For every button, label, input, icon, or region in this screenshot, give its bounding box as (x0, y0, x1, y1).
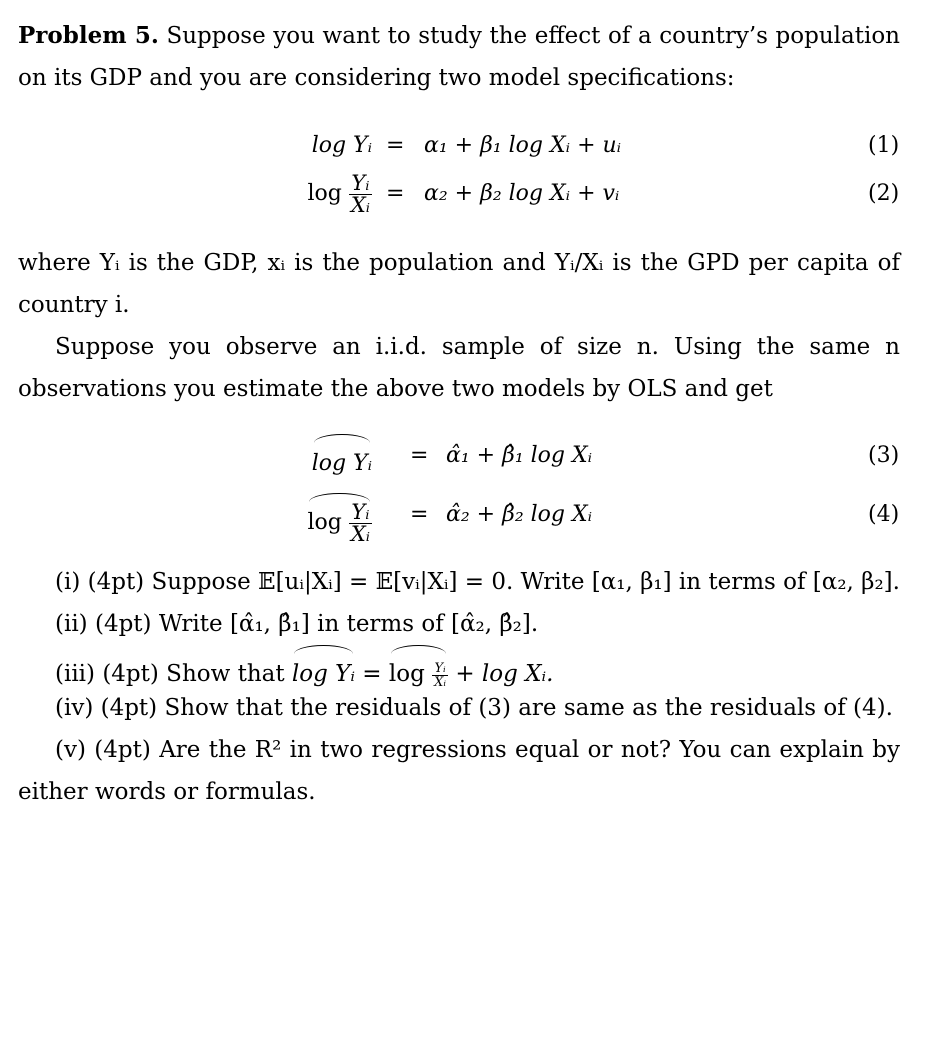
equation-3 (0, 434, 942, 478)
problem-heading: Problem 5. (18, 22, 159, 49)
question-item-v: (v) (4pt) Are the R² in two regressions equal or not? You can explain by either words or formulas. (18, 737, 900, 805)
item-iii-equals: = (362, 661, 382, 687)
eq3-lhs-hat: log Yᵢ (312, 434, 372, 486)
eq2-lhs (307, 172, 372, 216)
eq4-rhs: α̂₂ + β̂₂ log Xᵢ (446, 502, 593, 527)
item-iii-numerator: Yᵢ (434, 660, 446, 676)
equation-2 (0, 172, 942, 216)
question-item-ii: (ii) (4pt) Write [α̂₁, β̂₁] in terms of [α̂₂, β̂₂]. (55, 611, 539, 637)
equation-1 (0, 124, 942, 168)
eq1-lhs: log Yᵢ (311, 133, 372, 158)
eq1-number: (1) (868, 133, 900, 158)
eq4-lhs (307, 493, 372, 545)
eq4-log: log (307, 510, 342, 535)
eq3-equals: = (410, 443, 429, 468)
eq4-fraction (349, 499, 372, 546)
eq3-number: (3) (868, 443, 900, 468)
equation-4 (0, 493, 942, 546)
eq3-lhs (312, 434, 372, 486)
problem-intro (18, 15, 900, 99)
eq4-equals: = (410, 502, 429, 527)
eq1-rhs: α₁ + β₁ log Xᵢ + uᵢ (424, 133, 622, 158)
eq2-rhs: α₂ + β₂ log Xᵢ + vᵢ (424, 181, 620, 206)
item-iii-lhs: log Yᵢ (292, 645, 355, 695)
where-paragraph: where Yᵢ is the GDP, xᵢ is the population and Yᵢ/Xᵢ is the GPD per capita of country i. (18, 250, 900, 318)
item-iii-log: log (388, 661, 425, 687)
eq4-denominator: Xᵢ (350, 521, 370, 546)
eq4-number: (4) (868, 502, 900, 527)
question-item-i: (i) (4pt) Suppose 𝔼[uᵢ|Xᵢ] = 𝔼[vᵢ|Xᵢ] = 0. Write [α₁, β₁] in terms of [α₂, β₂]. (55, 569, 900, 595)
sample-paragraph: Suppose you observe an i.i.d. sample of size n. Using the same n observations you estimate the above two models by OLS and get (18, 334, 900, 402)
eq2-denominator: Xᵢ (350, 192, 370, 217)
item-iii-label: (iii) (4pt) Show that (55, 661, 285, 687)
eq1-equals: = (386, 133, 405, 158)
item-iii-denominator: Xᵢ (434, 674, 447, 690)
item-iii-tail: + log Xᵢ. (455, 661, 554, 687)
eq2-fraction (349, 170, 372, 217)
eq4-numerator: Yᵢ (351, 499, 370, 524)
intro-text: Suppose you want to study the effect of a country’s population on its GDP and you are considering two model specifications: (18, 23, 900, 91)
question-item-iv: (iv) (4pt) Show that the residuals of (3) are same as the residuals of (4). (55, 695, 893, 721)
item-iii-fraction (432, 662, 448, 689)
eq2-number: (2) (868, 181, 900, 206)
eq2-equals: = (386, 181, 405, 206)
eq2-log: log (307, 181, 342, 206)
eq2-numerator: Yᵢ (351, 170, 370, 195)
eq4-lhs-hat (307, 493, 372, 545)
eq3-rhs: α̂₁ + β̂₁ log Xᵢ (446, 443, 593, 468)
